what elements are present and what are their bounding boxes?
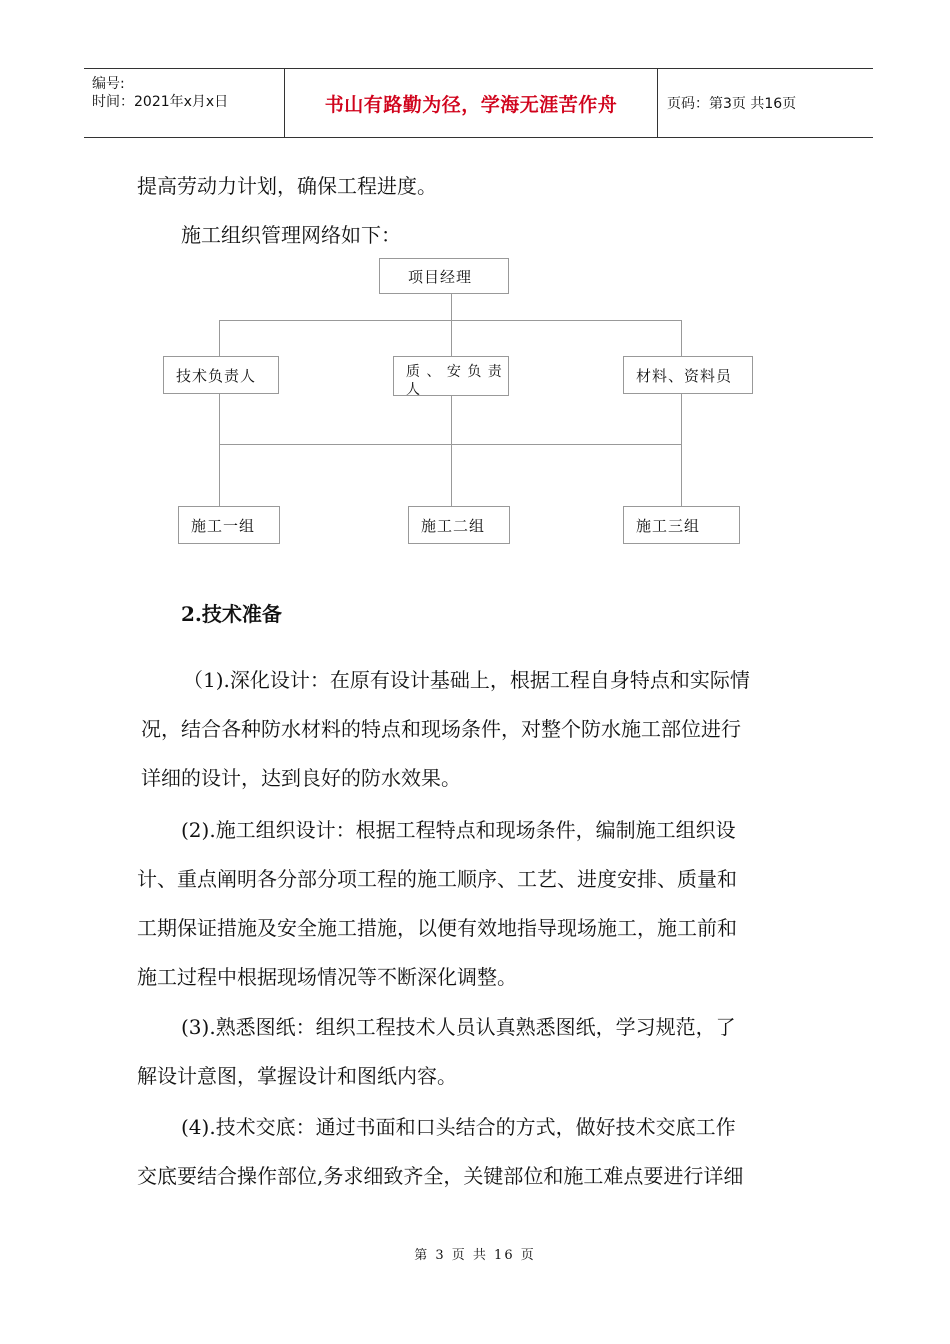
header-page-number: 页码：第3页 共16页 (667, 96, 797, 112)
header-motto-cell (284, 69, 658, 137)
connector-left-lower (219, 394, 220, 508)
paragraph-line: 工期保证措施及安全施工措施，以便有效地指导现场施工，施工前和 (137, 916, 737, 940)
org-box-label: 材料、资料员 (636, 366, 733, 385)
header-meta (84, 69, 284, 137)
page-header (84, 68, 873, 138)
document-number-label: 编号: (92, 76, 125, 92)
connector-right-lower (681, 394, 682, 508)
page-footer: 第 3 页 共 16 页 (414, 1248, 536, 1263)
paragraph-1 (137, 656, 827, 803)
org-box-label: 项目经理 (408, 267, 473, 286)
org-chart (150, 250, 790, 560)
connector-center-upper (451, 320, 452, 358)
chart-caption: 施工组织管理网络如下： (181, 223, 401, 247)
intro-text: 提高劳动力计划，确保工程进度。 (137, 174, 437, 198)
org-box-label: 质 、 安 负 责 人 (406, 364, 503, 398)
org-box-project-manager (379, 258, 509, 294)
paragraph-3 (137, 1003, 827, 1101)
connector-upper-horizontal (219, 320, 681, 321)
connector-top-vertical (451, 294, 452, 320)
org-box-technical-lead (163, 356, 279, 394)
org-box-materials-clerk (623, 356, 753, 394)
paragraph-line: 施工过程中根据现场情况等不断深化调整。 (137, 965, 517, 989)
connector-center-lower (451, 396, 452, 508)
header-page-cell (657, 69, 883, 137)
connector-left-upper (219, 320, 220, 358)
org-box-quality-safety-lead (393, 356, 509, 396)
document-time-label: 时间：2021年x月x日 (92, 94, 229, 110)
paragraph-line: 交底要结合操作部位,务求细致齐全，关键部位和施工难点要进行详细 (137, 1164, 744, 1188)
section-heading: 2.技术准备 (181, 602, 282, 626)
org-box-team-1 (178, 506, 280, 544)
paragraph-line: 解设计意图，掌握设计和图纸内容。 (137, 1064, 457, 1088)
org-box-team-2 (408, 506, 510, 544)
paragraph-line: （1).深化设计：在原有设计基础上，根据工程自身特点和实际情 (183, 668, 750, 692)
paragraph-line: 计、重点阐明各分部分项工程的施工顺序、工艺、进度安排、质量和 (137, 867, 737, 891)
paragraph-2 (137, 806, 827, 1002)
org-box-label: 施工三组 (636, 516, 701, 535)
paragraph-line: 况，结合各种防水材料的特点和现场条件，对整个防水施工部位进行 (141, 717, 741, 741)
paragraph-line: 详细的设计，达到良好的防水效果。 (141, 766, 461, 790)
header-motto: 书山有路勤为径，学海无涯苦作舟 (324, 93, 618, 116)
connector-lower-horizontal (219, 444, 681, 445)
org-box-label: 技术负责人 (176, 366, 257, 385)
paragraph-line: (4).技术交底：通过书面和口头结合的方式，做好技术交底工作 (181, 1115, 736, 1139)
paragraph-4 (137, 1103, 827, 1201)
org-box-team-3 (623, 506, 740, 544)
paragraph-line: (3).熟悉图纸：组织工程技术人员认真熟悉图纸，学习规范，了 (181, 1015, 736, 1039)
paragraph-line: (2).施工组织设计：根据工程特点和现场条件，编制施工组织设 (181, 818, 736, 842)
org-box-label: 施工一组 (191, 516, 256, 535)
connector-right-upper (681, 320, 682, 358)
org-box-label: 施工二组 (421, 516, 486, 535)
